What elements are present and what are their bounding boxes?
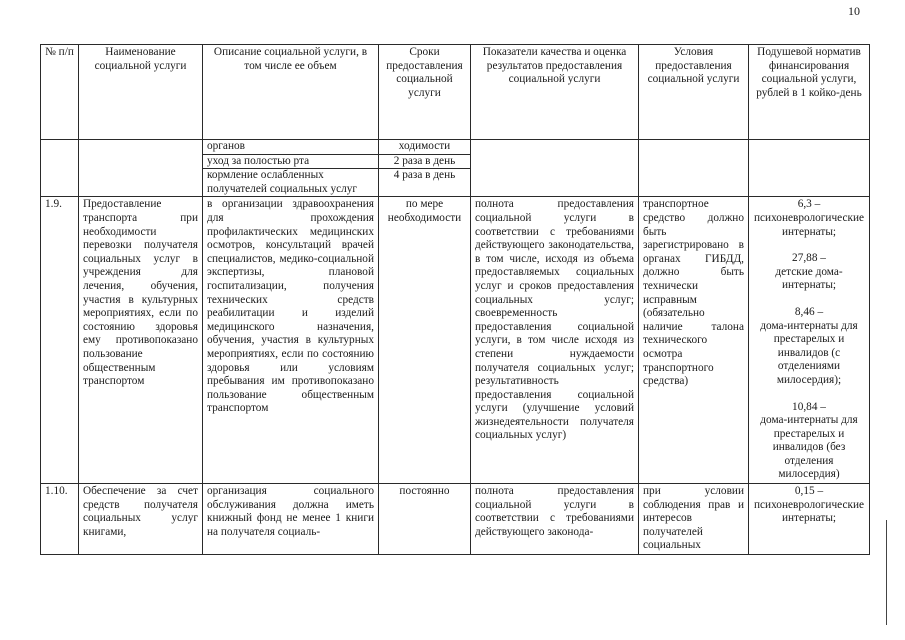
- norm-entry: [753, 401, 865, 483]
- norm-value: 0,15 –: [794, 485, 824, 498]
- row-name: Обеспечение за счет средств получателя социальных услуг книгами,: [79, 484, 203, 555]
- norm-value: 10,84 –: [792, 400, 826, 413]
- cont-item-terms: 2 раза в день: [379, 155, 470, 170]
- cont-norm: [749, 140, 870, 197]
- cont-item-description: органов: [203, 140, 378, 155]
- page-number: 10: [848, 4, 860, 18]
- table-row: [41, 197, 870, 484]
- header-quality: Показатели качества и оценка результатов предоставления социальной услуги: [471, 45, 639, 140]
- norm-label: дома-интернаты для престарелых и инвалидов (с отделениями милосердия);: [760, 319, 858, 386]
- header-norm: Подушевой норматив финансирования социальной услуги, рублей в 1 койко-день: [749, 45, 870, 140]
- continuation-row: [41, 140, 870, 197]
- cont-conditions: [639, 140, 749, 197]
- row-norm: [749, 197, 870, 484]
- cont-terms: [379, 140, 471, 197]
- row-name: Предоставление транспорта при необходимости перевозки получателя социальных услуг в учреждения для лечения, обучения, участия в культурных мероприятиях, если по состоянию здоровья ему противопоказано пользование общественным транспортом: [79, 197, 203, 484]
- cont-item-terms: 4 раза в день: [393, 169, 456, 182]
- norm-entry: [753, 198, 865, 239]
- social-services-table: [40, 44, 870, 555]
- row-description: организация социального обслуживания должна иметь книжный фонд не менее 1 книги на получателя социаль-: [203, 484, 379, 555]
- norm-label: психоневрологические интернаты;: [753, 211, 865, 238]
- cont-item-terms: ходимости: [379, 140, 470, 155]
- norm-entry: [753, 252, 865, 293]
- header-conditions: Условия предоставления социальной услуги: [639, 45, 749, 140]
- row-description: в организации здравоохранения для прохождения профилактических медицинских осмотров, консультаций врачей специалистов, медико-социальной экспертизы, плановой госпитализации, получения технических средств реабилитации и изделий медицинского назначения, обучения, участия в культурных мероприятиях, если по состоянию здоровья или условиям пребывания им противопоказано пользование общественным транспортом: [203, 197, 379, 484]
- header-row: [41, 45, 870, 140]
- cont-item-description: кормление ослабленных получателей социальных услуг: [207, 169, 358, 195]
- norm-value: 6,3 –: [797, 198, 821, 211]
- norm-value: 8,46 –: [794, 305, 824, 318]
- header-description: Описание социальной услуги, в том числе ее объем: [203, 45, 379, 140]
- norm-label: детские дома-интернаты;: [775, 265, 843, 292]
- row-num: 1.10.: [41, 484, 79, 555]
- norm-label: психоневрологические интернаты;: [753, 498, 865, 525]
- header-name: Наименование социальной услуги: [79, 45, 203, 140]
- norm-value: 27,88 –: [792, 252, 826, 265]
- norm-label: дома-интернаты для престарелых и инвалидов (без отделения милосердия): [760, 414, 858, 481]
- cont-item-description: уход за полостью рта: [203, 155, 378, 170]
- scan-edge-line: [886, 520, 887, 625]
- cont-name: [79, 140, 203, 197]
- row-conditions: при условии соблюдения прав и интересов получателей социальных: [639, 484, 749, 555]
- cont-quality: [471, 140, 639, 197]
- row-conditions: транспортное средство должно быть зарегистрировано в органах ГИБДД, должно быть технически исправным (обязательно наличие талона технического осмотра транспортного средства): [639, 197, 749, 484]
- row-norm: [749, 484, 870, 555]
- row-quality: полнота предоставления социальной услуги в соответствии с требованиями действующего законода-: [471, 484, 639, 555]
- row-quality: полнота предоставления социальной услуги в соответствии с требованиями действующего законодательства, в том числе, исходя из объема предоставляемых социальных услуг и сроков предоставления социальных услуг; своевременность предоставления социальной услуги, в том числе исходя из степени нуждаемости получателя социальных услуг; результативность предоставления социальной услуги (улучшение условий жизнедеятельности получателя социальных услуг): [471, 197, 639, 484]
- row-num: 1.9.: [41, 197, 79, 484]
- row-terms: постоянно: [379, 484, 471, 555]
- header-terms: Сроки предоставления социальной услуги: [379, 45, 471, 140]
- cont-num: [41, 140, 79, 197]
- row-terms: по мере необходимости: [379, 197, 471, 484]
- cont-description: [203, 140, 379, 197]
- table-row: [41, 484, 870, 555]
- norm-entry: [753, 306, 865, 388]
- header-num: № п/п: [41, 45, 79, 140]
